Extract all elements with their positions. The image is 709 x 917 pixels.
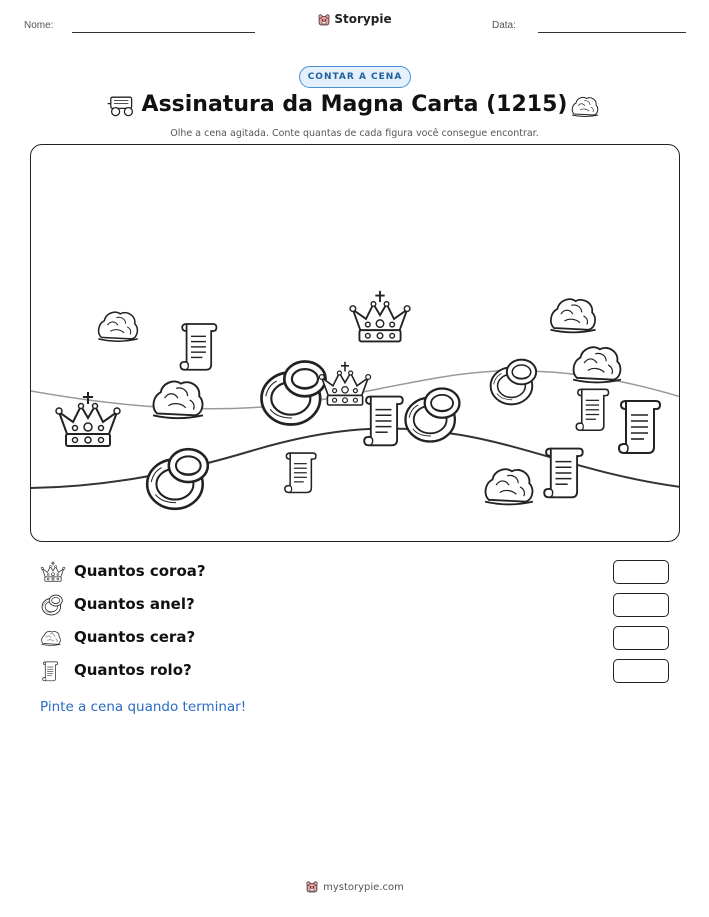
wax-seal-icon[interactable] xyxy=(153,382,203,419)
scroll-icon[interactable] xyxy=(285,453,316,492)
answer-box-wax[interactable] xyxy=(613,626,669,650)
coloring-note: Pinte a cena quando terminar! xyxy=(40,699,247,715)
ring-icon xyxy=(40,593,64,617)
scroll-icon[interactable] xyxy=(544,449,583,498)
crown-icon[interactable] xyxy=(319,362,370,405)
page-title: Assinatura da Magna Carta (1215) xyxy=(141,92,568,117)
wax-seal-icon[interactable] xyxy=(573,347,621,382)
ring-icon[interactable] xyxy=(491,360,537,405)
site-url[interactable]: mystorypie.com xyxy=(323,882,404,893)
date-field[interactable] xyxy=(538,32,686,33)
question-row-crown xyxy=(40,560,670,586)
wax-seal-icon[interactable] xyxy=(485,469,533,504)
scroll-icon xyxy=(40,659,60,683)
question-row-wax xyxy=(40,626,670,652)
name-field[interactable] xyxy=(72,32,255,33)
wax-seal-icon[interactable] xyxy=(98,312,138,341)
instructions: Olhe a cena agitada. Conte quantas de cada figura você consegue encontrar. xyxy=(170,128,539,139)
crown-icon[interactable] xyxy=(56,392,120,446)
brand xyxy=(0,12,709,27)
ring-icon[interactable] xyxy=(262,362,326,425)
storypie-logo-icon xyxy=(317,13,331,27)
scene-panel[interactable] xyxy=(30,144,680,542)
hill-line-front xyxy=(31,428,680,488)
question-text: Quantos rolo? xyxy=(74,661,192,679)
activity-badge: CONTAR A CENA xyxy=(299,66,411,88)
question-text: Quantos cera? xyxy=(74,628,196,646)
question-text: Quantos coroa? xyxy=(74,562,206,580)
wax-seal-icon xyxy=(570,94,600,119)
scene-illustration xyxy=(31,145,680,542)
wax-seal-icon xyxy=(40,628,62,648)
storypie-logo-icon xyxy=(305,880,319,894)
crown-icon xyxy=(40,560,66,584)
brand-name: Storypie xyxy=(334,12,392,26)
ring-icon[interactable] xyxy=(147,449,208,509)
question-text: Quantos anel? xyxy=(74,595,195,613)
question-row-scroll xyxy=(40,659,670,685)
scroll-icon[interactable] xyxy=(619,401,660,453)
scroll-icon[interactable] xyxy=(576,389,608,430)
scroll-icon[interactable] xyxy=(180,324,216,370)
site-footer xyxy=(0,880,709,894)
crown-icon[interactable] xyxy=(350,291,410,342)
scroll-icon[interactable] xyxy=(364,397,403,446)
answer-box-crown[interactable] xyxy=(613,560,669,584)
question-row-ring xyxy=(40,593,670,619)
name-label: Nome: xyxy=(24,20,54,31)
date-label: Data: xyxy=(492,20,516,31)
answer-box-ring[interactable] xyxy=(613,593,669,617)
wax-seal-icon[interactable] xyxy=(550,299,595,332)
answer-box-scroll[interactable] xyxy=(613,659,669,683)
